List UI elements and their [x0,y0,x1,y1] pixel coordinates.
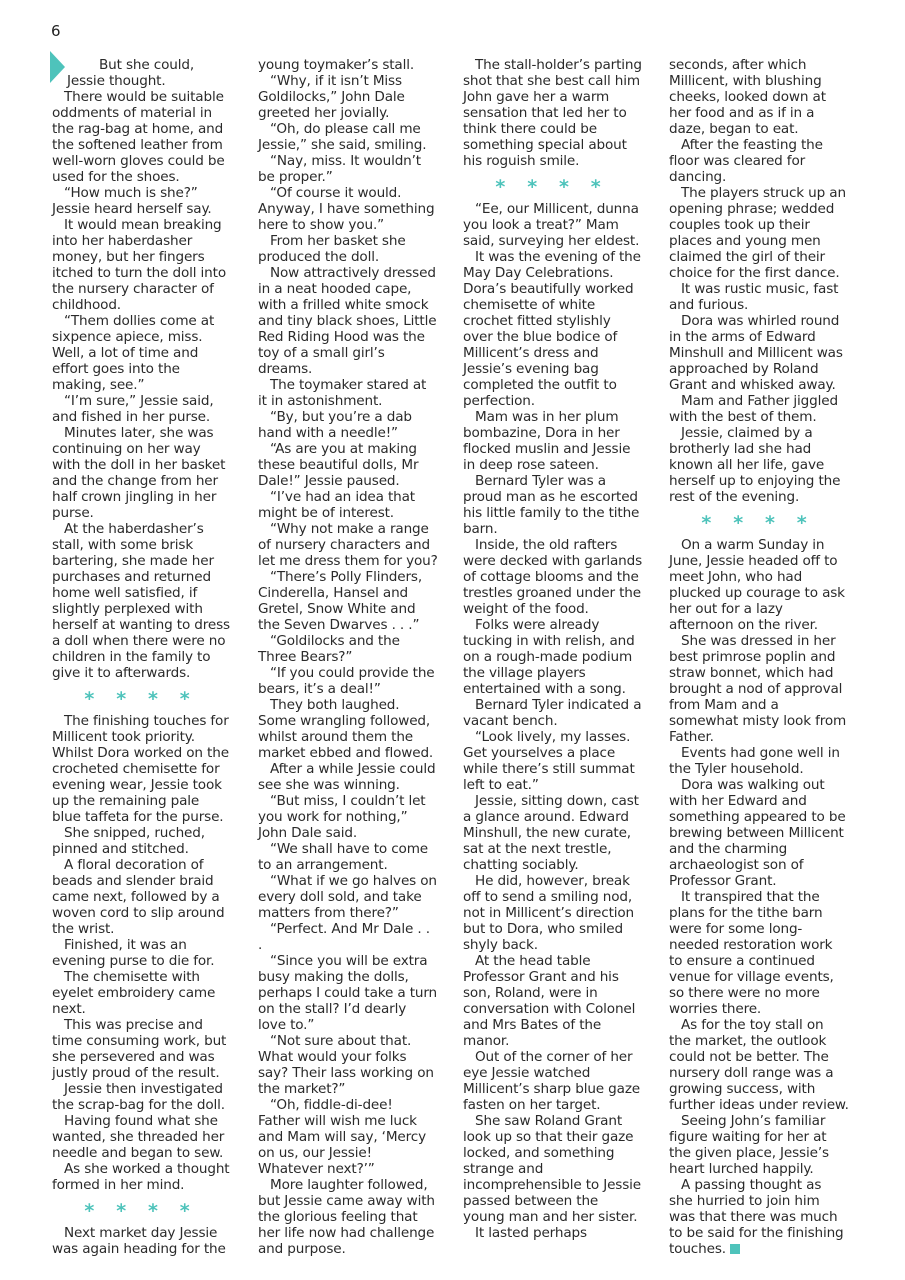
asterisk-icon: * [527,175,537,198]
paragraph [52,1017,232,1081]
paragraph-text: As she worked a thought formed in her mind. [52,1161,230,1193]
paragraph [463,953,643,1049]
paragraph [258,233,438,265]
paragraph-text: Folks were already tucking in with relish, and on a rough-made podium the village players entertained with a song. [463,617,635,697]
paragraph [52,89,232,185]
paragraph [669,425,849,505]
paragraph-text: Out of the corner of her eye Jessie watched Millicent’s sharp blue gaze fasten on her target. [463,1049,641,1113]
paragraph-text: As for the toy stall on the market, the outlook could not be better. The nursery doll range was a growing success, with further ideas under review. [669,1017,849,1113]
paragraph-text: “Perfect. And Mr Dale . . . [258,921,430,953]
paragraph [258,153,438,185]
paragraph [258,761,438,793]
paragraph-text: Jessie, sitting down, cast a glance around. Edward Minshull, the new curate, sat at the next trestle, chatting sociably. [463,793,639,873]
paragraph [463,1225,643,1241]
paragraph [258,793,438,841]
paragraph [258,441,438,489]
paragraph [258,57,438,73]
paragraph [463,1113,643,1225]
paragraph-text: Bernard Tyler was a proud man as he escorted his little family to the tithe barn. [463,473,640,537]
paragraph [52,57,232,89]
asterisk-icon: * [590,175,601,198]
paragraph-text: There would be suitable oddments of material in the rag-bag at home, and the softened leather from well-worn gloves could be used for the shoes. [52,89,225,185]
paragraph [669,57,849,137]
paragraph [52,1225,232,1257]
asterisk-icon: * [559,175,569,198]
paragraph-text: On a warm Sunday in June, Jessie headed off to meet John, who had plucked up courage to ask her out for a lazy afternoon on the river. [669,537,845,633]
paragraph-text: “If you could provide the bears, it’s a deal!” [258,665,435,697]
paragraph [258,489,438,521]
paragraph [258,841,438,873]
paragraph-text: “As are you at making these beautiful dolls, Mr Dale!” Jessie paused. [258,441,419,489]
paragraph-text: “But miss, I couldn’t let you work for nothing,” John Dale said. [258,793,426,841]
paragraph [669,393,849,425]
paragraph [669,185,849,281]
paragraph [52,185,232,217]
paragraph-text: “Oh, do please call me Jessie,” she said, smiling. [258,121,427,153]
paragraph-text: “Why, if it isn’t Miss Goldilocks,” John Dale greeted her jovially. [258,73,405,121]
paragraph-text: A floral decoration of beads and slender braid came next, followed by a woven cord to slip around the wrist. [52,857,225,937]
paragraph-text: Now attractively dressed in a neat hooded cape, with a frilled white smock and tiny black shoes, Little Red Riding Hood was the toy of a small girl’s dreams. [258,265,437,377]
paragraph-text: After the feasting the floor was cleared for dancing. [669,137,823,185]
paragraph-text: She was dressed in her best primrose poplin and straw bonnet, which had brought a nod of approval from Mam and a somewhat misty look from Father. [669,633,847,745]
section-break [669,505,849,537]
paragraph-text: “What if we go halves on every doll sold, and take matters from there?” [258,873,437,921]
paragraph [258,569,438,633]
paragraph-text: It transpired that the plans for the tithe barn were for some long-needed restoration work to ensure a continued venue for village events, so there were no more worries there. [669,889,834,1017]
paragraph-text: But she could, Jessie thought. [67,57,195,89]
paragraph-text: Mam was in her plum bombazine, Dora in her flocked muslin and Jessie in deep rose sateen. [463,409,631,473]
paragraph [52,313,232,393]
paragraph-text: “Goldilocks and the Three Bears?” [258,633,400,665]
asterisk-icon: * [116,687,126,710]
paragraph-text: young toymaker’s stall. [258,57,415,73]
paragraph [463,249,643,409]
paragraph-text: After a while Jessie could see she was winning. [258,761,436,793]
paragraph [463,793,643,873]
asterisk-icon: * [765,511,775,534]
paragraph [52,969,232,1017]
column-4 [669,57,849,1257]
paragraph [669,777,849,889]
paragraph-text: Finished, it was an evening purse to die for. [52,937,215,969]
paragraph-text: Events had gone well in the Tyler household. [669,745,840,777]
paragraph [258,1177,438,1257]
paragraph-text: “Why not make a range of nursery characters and let me dress them for you? [258,521,438,569]
section-break [463,169,643,201]
paragraph [258,121,438,153]
paragraph-text: She saw Roland Grant look up so that their gaze locked, and something strange and incomprehensible to Jessie passed between the young man and her sister. [463,1113,641,1225]
paragraph-text: “Oh, fiddle-di-dee! Father will wish me luck and Mam will say, ‘Mercy on us, our Jessie! Whatever next?’” [258,1097,427,1177]
paragraph-text: At the haberdasher’s stall, with some brisk bartering, she made her purchases and returned home well satisfied, if slightly perplexed with herself at wanting to dress a doll when there were no children in the family to give it to afterwards. [52,521,230,681]
paragraph [669,633,849,745]
asterisk-icon: * [701,511,712,534]
paragraph-text: “Nay, miss. It wouldn’t be proper.” [258,153,421,185]
paragraph [258,409,438,441]
paragraph-text: seconds, after which Millicent, with blushing cheeks, looked down at her food and as if in a daze, began to eat. [669,57,826,137]
paragraph [463,473,643,537]
paragraph [258,633,438,665]
paragraph-text: It would mean breaking into her haberdasher money, but her fingers itched to turn the doll into the nursery character of childhood. [52,217,226,313]
paragraph-text: The stall-holder’s parting shot that she best call him John gave her a warm sensation that led her to think there could be something special about his roguish smile. [463,57,642,169]
paragraph-text: They both laughed. Some wrangling followed, whilst around them the market ebbed and flowed. [258,697,434,761]
paragraph-text: Inside, the old rafters were decked with garlands of cottage blooms and the trestles groaned under the weight of the food. [463,537,643,617]
paragraph-text: “By, but you’re a dab hand with a needle!” [258,409,412,441]
paragraph-text: Dora was walking out with her Edward and something appeared to be brewing between Millicent and the charming archaeologist son of Professor Grant. [669,777,846,889]
paragraph-text: It was rustic music, fast and furious. [669,281,839,313]
paragraph [258,1033,438,1097]
paragraph-text: Dora was whirled round in the arms of Edward Minshull and Millicent was approached by Roland Grant and whisked away. [669,313,843,393]
paragraph [463,409,643,473]
paragraph-text: Having found what she wanted, she threaded her needle and began to sew. [52,1113,225,1161]
paragraph-text: “I’ve had an idea that might be of interest. [258,489,415,521]
paragraph [463,697,643,729]
paragraph [52,1161,232,1193]
paragraph-text: “Not sure about that. What would your folks say? Their lass working on the market?” [258,1033,434,1097]
paragraph [258,265,438,377]
paragraph-text: “I’m sure,” Jessie said, and fished in her purse. [52,393,214,425]
paragraph [258,73,438,121]
paragraph [463,617,643,697]
asterisk-icon: * [148,1199,158,1222]
paragraph [52,937,232,969]
paragraph-text: A passing thought as she hurried to join him was that there was much to be said for the finishing touches. [669,1177,844,1257]
paragraph-text: Minutes later, she was continuing on her way with the doll in her basket and the change from her half crown jingling in her purse. [52,425,226,521]
paragraph-text: The finishing touches for Millicent took priority. Whilst Dora worked on the crocheted chemisette for evening wear, Jessie took up the remaining pale blue taffeta for the purse. [52,713,229,825]
section-break [52,681,232,713]
paragraph [258,665,438,697]
paragraph-text: “Of course it would. Anyway, I have something here to show you.” [258,185,435,233]
page-number: 6 [51,22,61,40]
asterisk-icon: * [84,1199,95,1222]
section-break [52,1193,232,1225]
column-1 [52,57,232,1257]
paragraph [669,313,849,393]
paragraph [52,713,232,825]
paragraph [669,537,849,633]
paragraph [258,1097,438,1177]
paragraph [52,425,232,521]
paragraph [52,217,232,313]
story-start-triangle-icon [50,51,65,83]
paragraph [52,521,232,681]
paragraph [463,201,643,249]
paragraph [258,873,438,921]
asterisk-icon: * [733,511,743,534]
paragraph [463,1049,643,1113]
column-2 [258,57,438,1257]
paragraph-text: “Ee, our Millicent, dunna you look a treat?” Mam said, surveying her eldest. [463,201,640,249]
paragraph-text: This was precise and time consuming work, but she persevered and was justly proud of the result. [52,1017,227,1081]
paragraph-text: Mam and Father jiggled with the best of them. [669,393,838,425]
paragraph [258,377,438,409]
paragraph [669,1177,849,1257]
paragraph-text: “Since you will be extra busy making the dolls, perhaps I could take a turn on the stall? I’d dearly love to.” [258,953,438,1033]
paragraph [669,745,849,777]
paragraph-text: “How much is she?” Jessie heard herself say. [52,185,212,217]
paragraph [463,57,643,169]
paragraph [463,873,643,953]
asterisk-icon: * [179,1199,190,1222]
paragraph [669,1113,849,1177]
paragraph-text: Bernard Tyler indicated a vacant bench. [463,697,642,729]
asterisk-icon: * [495,175,506,198]
paragraph-text: More laughter followed, but Jessie came away with the glorious feeling that her life now had challenge and purpose. [258,1177,435,1257]
column-3 [463,57,643,1241]
asterisk-icon: * [148,687,158,710]
paragraph [52,857,232,937]
paragraph [258,921,438,953]
paragraph-text: From her basket she produced the doll. [258,233,406,265]
paragraph-text: She snipped, ruched, pinned and stitched. [52,825,205,857]
asterisk-icon: * [116,1199,126,1222]
paragraph [463,537,643,617]
story-columns [52,57,872,1257]
paragraph [669,137,849,185]
paragraph [669,1017,849,1113]
paragraph [52,1081,232,1113]
paragraph-text: “We shall have to come to an arrangement. [258,841,429,873]
paragraph-text: He did, however, break off to send a smiling nod, not in Millicent’s direction but to Dora, who smiled shyly back. [463,873,635,953]
paragraph [258,697,438,761]
paragraph-text: “There’s Polly Flinders, Cinderella, Hansel and Gretel, Snow White and the Seven Dwarves . . .” [258,569,423,633]
asterisk-icon: * [796,511,807,534]
paragraph-text: Jessie then investigated the scrap-bag for the doll. [52,1081,225,1113]
paragraph-text: The players struck up an opening phrase; wedded couples took up their places and young men claimed the girl of their choice for the first dance. [669,185,846,281]
asterisk-icon: * [84,687,95,710]
paragraph-text: Jessie, claimed by a brotherly lad she had known all her life, gave herself up to enjoying the rest of the evening. [669,425,841,505]
paragraph [258,953,438,1033]
paragraph-text: “Them dollies come at sixpence apiece, miss. Well, a lot of time and effort goes into the making, see.” [52,313,215,393]
paragraph-text: Seeing John’s familiar figure waiting for her at the given place, Jessie’s heart lurched happily. [669,1113,829,1177]
paragraph-text: Next market day Jessie was again heading for the [52,1225,226,1257]
paragraph [52,393,232,425]
paragraph-text: At the head table Professor Grant and his son, Roland, were in conversation with Colonel and Mrs Bates of the manor. [463,953,636,1049]
paragraph [52,1113,232,1161]
paragraph [463,729,643,793]
paragraph-text: The toymaker stared at it in astonishment. [258,377,427,409]
paragraph-text: The chemisette with eyelet embroidery came next. [52,969,216,1017]
paragraph-text: It was the evening of the May Day Celebrations. Dora’s beautifully worked chemisette of white crochet fitted stylishly over the blue bodice of Millicent’s dress and Jessie’s evening bag completed the outfit to perfection. [463,249,641,409]
paragraph-text: “Look lively, my lasses. Get yourselves a place while there’s still summat left to eat.” [463,729,635,793]
end-of-story-square-icon [730,1244,740,1254]
paragraph [258,185,438,233]
paragraph [258,521,438,569]
paragraph [52,825,232,857]
paragraph [669,281,849,313]
paragraph-text: It lasted perhaps [475,1225,587,1241]
paragraph [669,889,849,1017]
asterisk-icon: * [179,687,190,710]
